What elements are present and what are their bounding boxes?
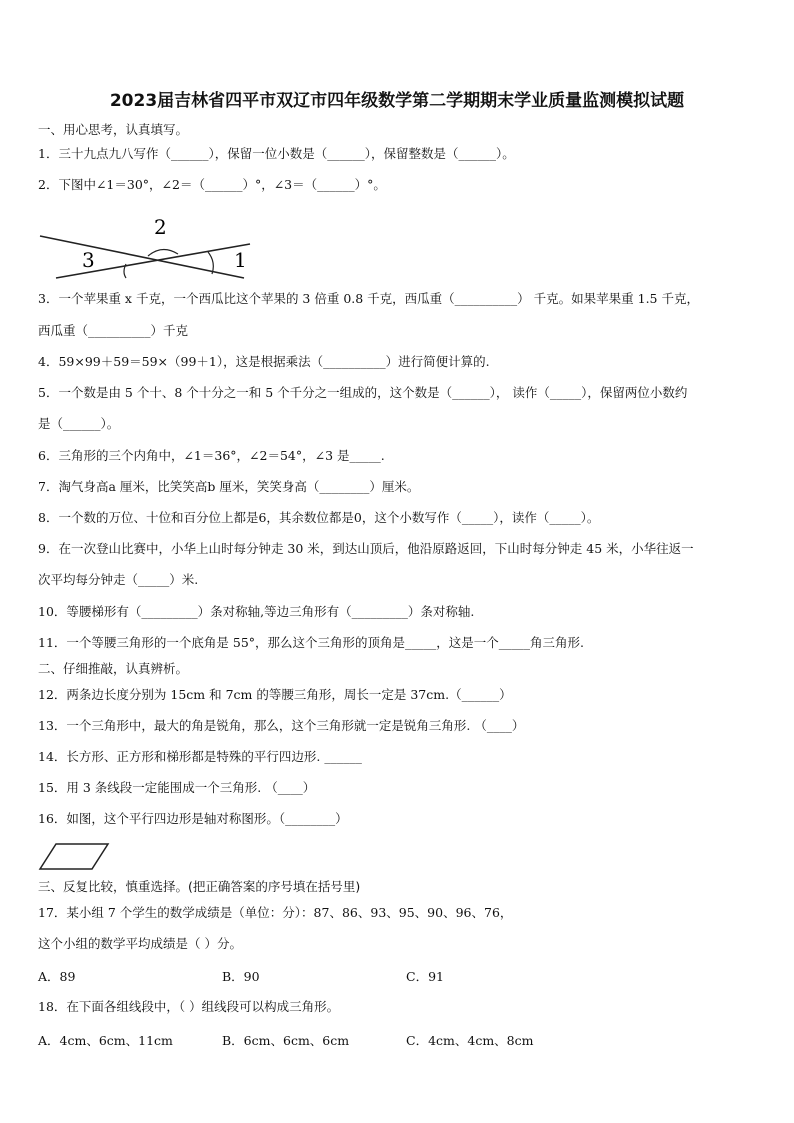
angle-label-1: 1	[234, 248, 247, 272]
question-15: 15．用 3 条线段一定能围成一个三角形. （____）	[38, 780, 316, 795]
parallelogram-figure	[38, 842, 112, 872]
question-3-line-2: 西瓜重（__________）千克	[38, 323, 189, 338]
question-12: 12．两条边长度分别为 15cm 和 7cm 的等腰三角形，周长一定是 37cm.（______）	[38, 687, 512, 702]
question-16: 16．如图，这个平行四边形是轴对称图形。（________）	[38, 811, 348, 826]
question-1: 1．三十九点九八写作（______），保留一位小数是（______），保留整数是（______）。	[38, 146, 515, 161]
question-10: 10．等腰梯形有（_________）条对称轴,等边三角形有（_________）条对称轴.	[38, 604, 475, 619]
question-14: 14．长方形、正方形和梯形都是特殊的平行四边形. ______	[38, 749, 362, 764]
question-18-option-a: A．4cm、6cm、11cm	[38, 1033, 173, 1048]
question-9-line-2: 次平均每分钟走（_____）米.	[38, 572, 199, 587]
section-3-heading: 三、反复比较，慎重选择。(把正确答案的序号填在括号里)	[38, 879, 361, 894]
parallelogram-shape	[40, 844, 108, 869]
question-13: 13．一个三角形中，最大的角是锐角，那么，这个三角形就一定是锐角三角形. （____）	[38, 718, 525, 733]
question-6: 6．三角形的三个内角中，∠1＝36°，∠2＝54°，∠3 是_____.	[38, 448, 385, 463]
question-8: 8．一个数的万位、十位和百分位上都是6，其余数位都是0，这个小数写作（_____），读作（_____）。	[38, 510, 600, 525]
question-18-option-b: B．6cm、6cm、6cm	[222, 1033, 350, 1048]
line-a	[40, 236, 244, 278]
question-17-option-b: B．90	[222, 969, 260, 984]
angle-2-arc	[148, 249, 178, 256]
question-9-line-1: 9．在一次登山比赛中，小华上山时每分钟走 30 米，到达山顶后，他沿原路返回，下山时每分钟走 45 米，小华往返一	[38, 541, 694, 556]
question-17-option-c: C．91	[406, 969, 444, 984]
question-5-line-1: 5．一个数是由 5 个十、8 个十分之一和 5 个千分之一组成的，这个数是（______）， 读作（_____），保留两位小数约	[38, 385, 688, 400]
question-2: 2．下图中∠1＝30°，∠2＝（______）°，∠3＝（______）°。	[38, 177, 386, 192]
question-17-line-2: 这个小组的数学平均成绩是（ ）分。	[38, 936, 242, 951]
question-4: 4．59×99＋59＝59×（99＋1），这是根据乘法（__________）进行简便计算的.	[38, 354, 490, 369]
question-11: 11．一个等腰三角形的一个底角是 55°，那么这个三角形的顶角是_____，这是一个_____角三角形.	[38, 635, 585, 650]
question-17-line-1: 17．某小组 7 个学生的数学成绩是（单位：分）：87、86、93、95、90、96、76，	[38, 905, 513, 920]
angle-figure	[36, 212, 256, 284]
section-1-heading: 一、用心思考，认真填写。	[38, 122, 189, 137]
section-2-heading: 二、仔细推敲，认真辨析。	[38, 661, 189, 676]
angle-label-3: 3	[82, 248, 95, 272]
angle-label-2: 2	[154, 215, 167, 239]
question-17-option-a: A．89	[38, 969, 76, 984]
question-18: 18．在下面各组线段中，（ ）组线段可以构成三角形。	[38, 999, 340, 1014]
question-7: 7．淘气身高a 厘米，比笑笑高b 厘米，笑笑身高（________）厘米。	[38, 479, 420, 494]
question-18-option-c: C．4cm、4cm、8cm	[406, 1033, 534, 1048]
question-3-line-1: 3．一个苹果重 x 千克，一个西瓜比这个苹果的 3 倍重 0.8 千克，西瓜重（__________） 千克。如果苹果重 1.5 千克，	[38, 291, 699, 306]
page-title: 2023届吉林省四平市双辽市四年级数学第二学期期末学业质量监测模拟试题	[109, 91, 685, 111]
question-5-line-2: 是（______）。	[38, 416, 120, 431]
